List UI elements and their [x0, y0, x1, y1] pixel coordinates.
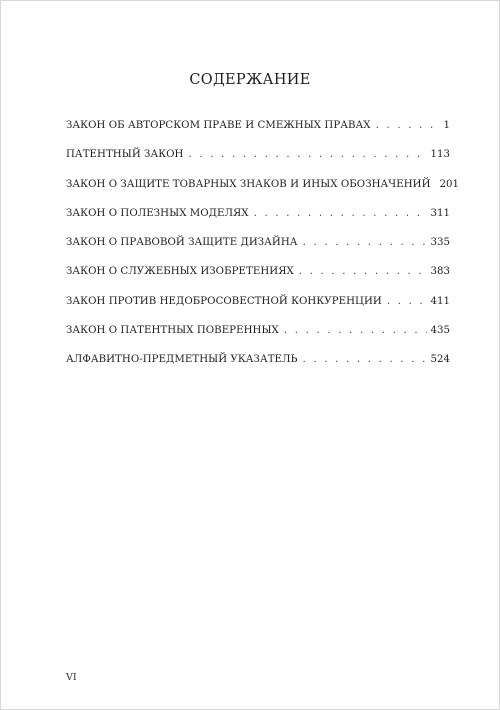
- toc-entry-title: ЗАКОН ОБ АВТОРСКОМ ПРАВЕ И СМЕЖНЫХ ПРАВАХ: [66, 120, 371, 131]
- toc-entry[interactable]: [66, 266, 450, 295]
- toc-entry-page: 411: [430, 295, 450, 307]
- table-of-contents: [66, 120, 459, 384]
- dot-leader: [299, 266, 427, 277]
- toc-entry[interactable]: [66, 208, 450, 237]
- toc-entry-page: 383: [430, 266, 450, 278]
- toc-entry-title: ЗАКОН О ПАТЕНТНЫХ ПОВЕРЕННЫХ: [66, 325, 279, 337]
- toc-entry-title: ЗАКОН О СЛУЖЕБНЫХ ИЗОБРЕТЕНИЯХ: [66, 266, 294, 278]
- toc-entry-title: ЗАКОН О ЗАЩИТЕ ТОВАРНЫХ ЗНАКОВ И ИНЫХ ОБОЗНАЧЕНИЙ: [66, 178, 431, 190]
- toc-entry-page: 524: [430, 354, 450, 366]
- toc-entry-page: 201: [439, 178, 459, 190]
- dot-leader: [254, 208, 427, 219]
- dot-leader: [284, 325, 427, 336]
- toc-entry-page: 335: [430, 237, 450, 249]
- toc-entry-title: ЗАКОН О ПОЛЕЗНЫХ МОДЕЛЯХ: [66, 207, 249, 219]
- dot-leader: [188, 149, 426, 160]
- page-title: СОДЕРЖАНИЕ: [189, 72, 311, 88]
- toc-entry[interactable]: [66, 178, 459, 208]
- toc-entry[interactable]: [66, 296, 450, 325]
- dot-leader: [387, 296, 427, 307]
- dot-leader: [376, 120, 440, 131]
- toc-entry[interactable]: [66, 354, 450, 383]
- toc-entry-page: 435: [430, 325, 450, 337]
- toc-entry[interactable]: [66, 149, 450, 178]
- toc-entry[interactable]: [66, 120, 450, 149]
- toc-entry-title: ПАТЕНТНЫЙ ЗАКОН: [66, 149, 184, 161]
- toc-entry-page: 1: [443, 120, 450, 131]
- toc-entry[interactable]: [66, 237, 450, 266]
- toc-entry-title: АЛФАВИТНО-ПРЕДМЕТНЫЙ УКАЗАТЕЛЬ: [66, 354, 298, 366]
- toc-entry-title: ЗАКОН О ПРАВОВОЙ ЗАЩИТЕ ДИЗАЙНА: [66, 237, 298, 249]
- dot-leader: [303, 354, 427, 365]
- toc-entry-title: ЗАКОН ПРОТИВ НЕДОБРОСОВЕСТНОЙ КОНКУРЕНЦИИ: [66, 295, 382, 307]
- page-number: VI: [66, 672, 77, 683]
- toc-entry-page: 311: [430, 207, 450, 219]
- dot-leader: [303, 237, 427, 248]
- toc-entry-page: 113: [430, 149, 450, 161]
- toc-entry[interactable]: [66, 325, 450, 354]
